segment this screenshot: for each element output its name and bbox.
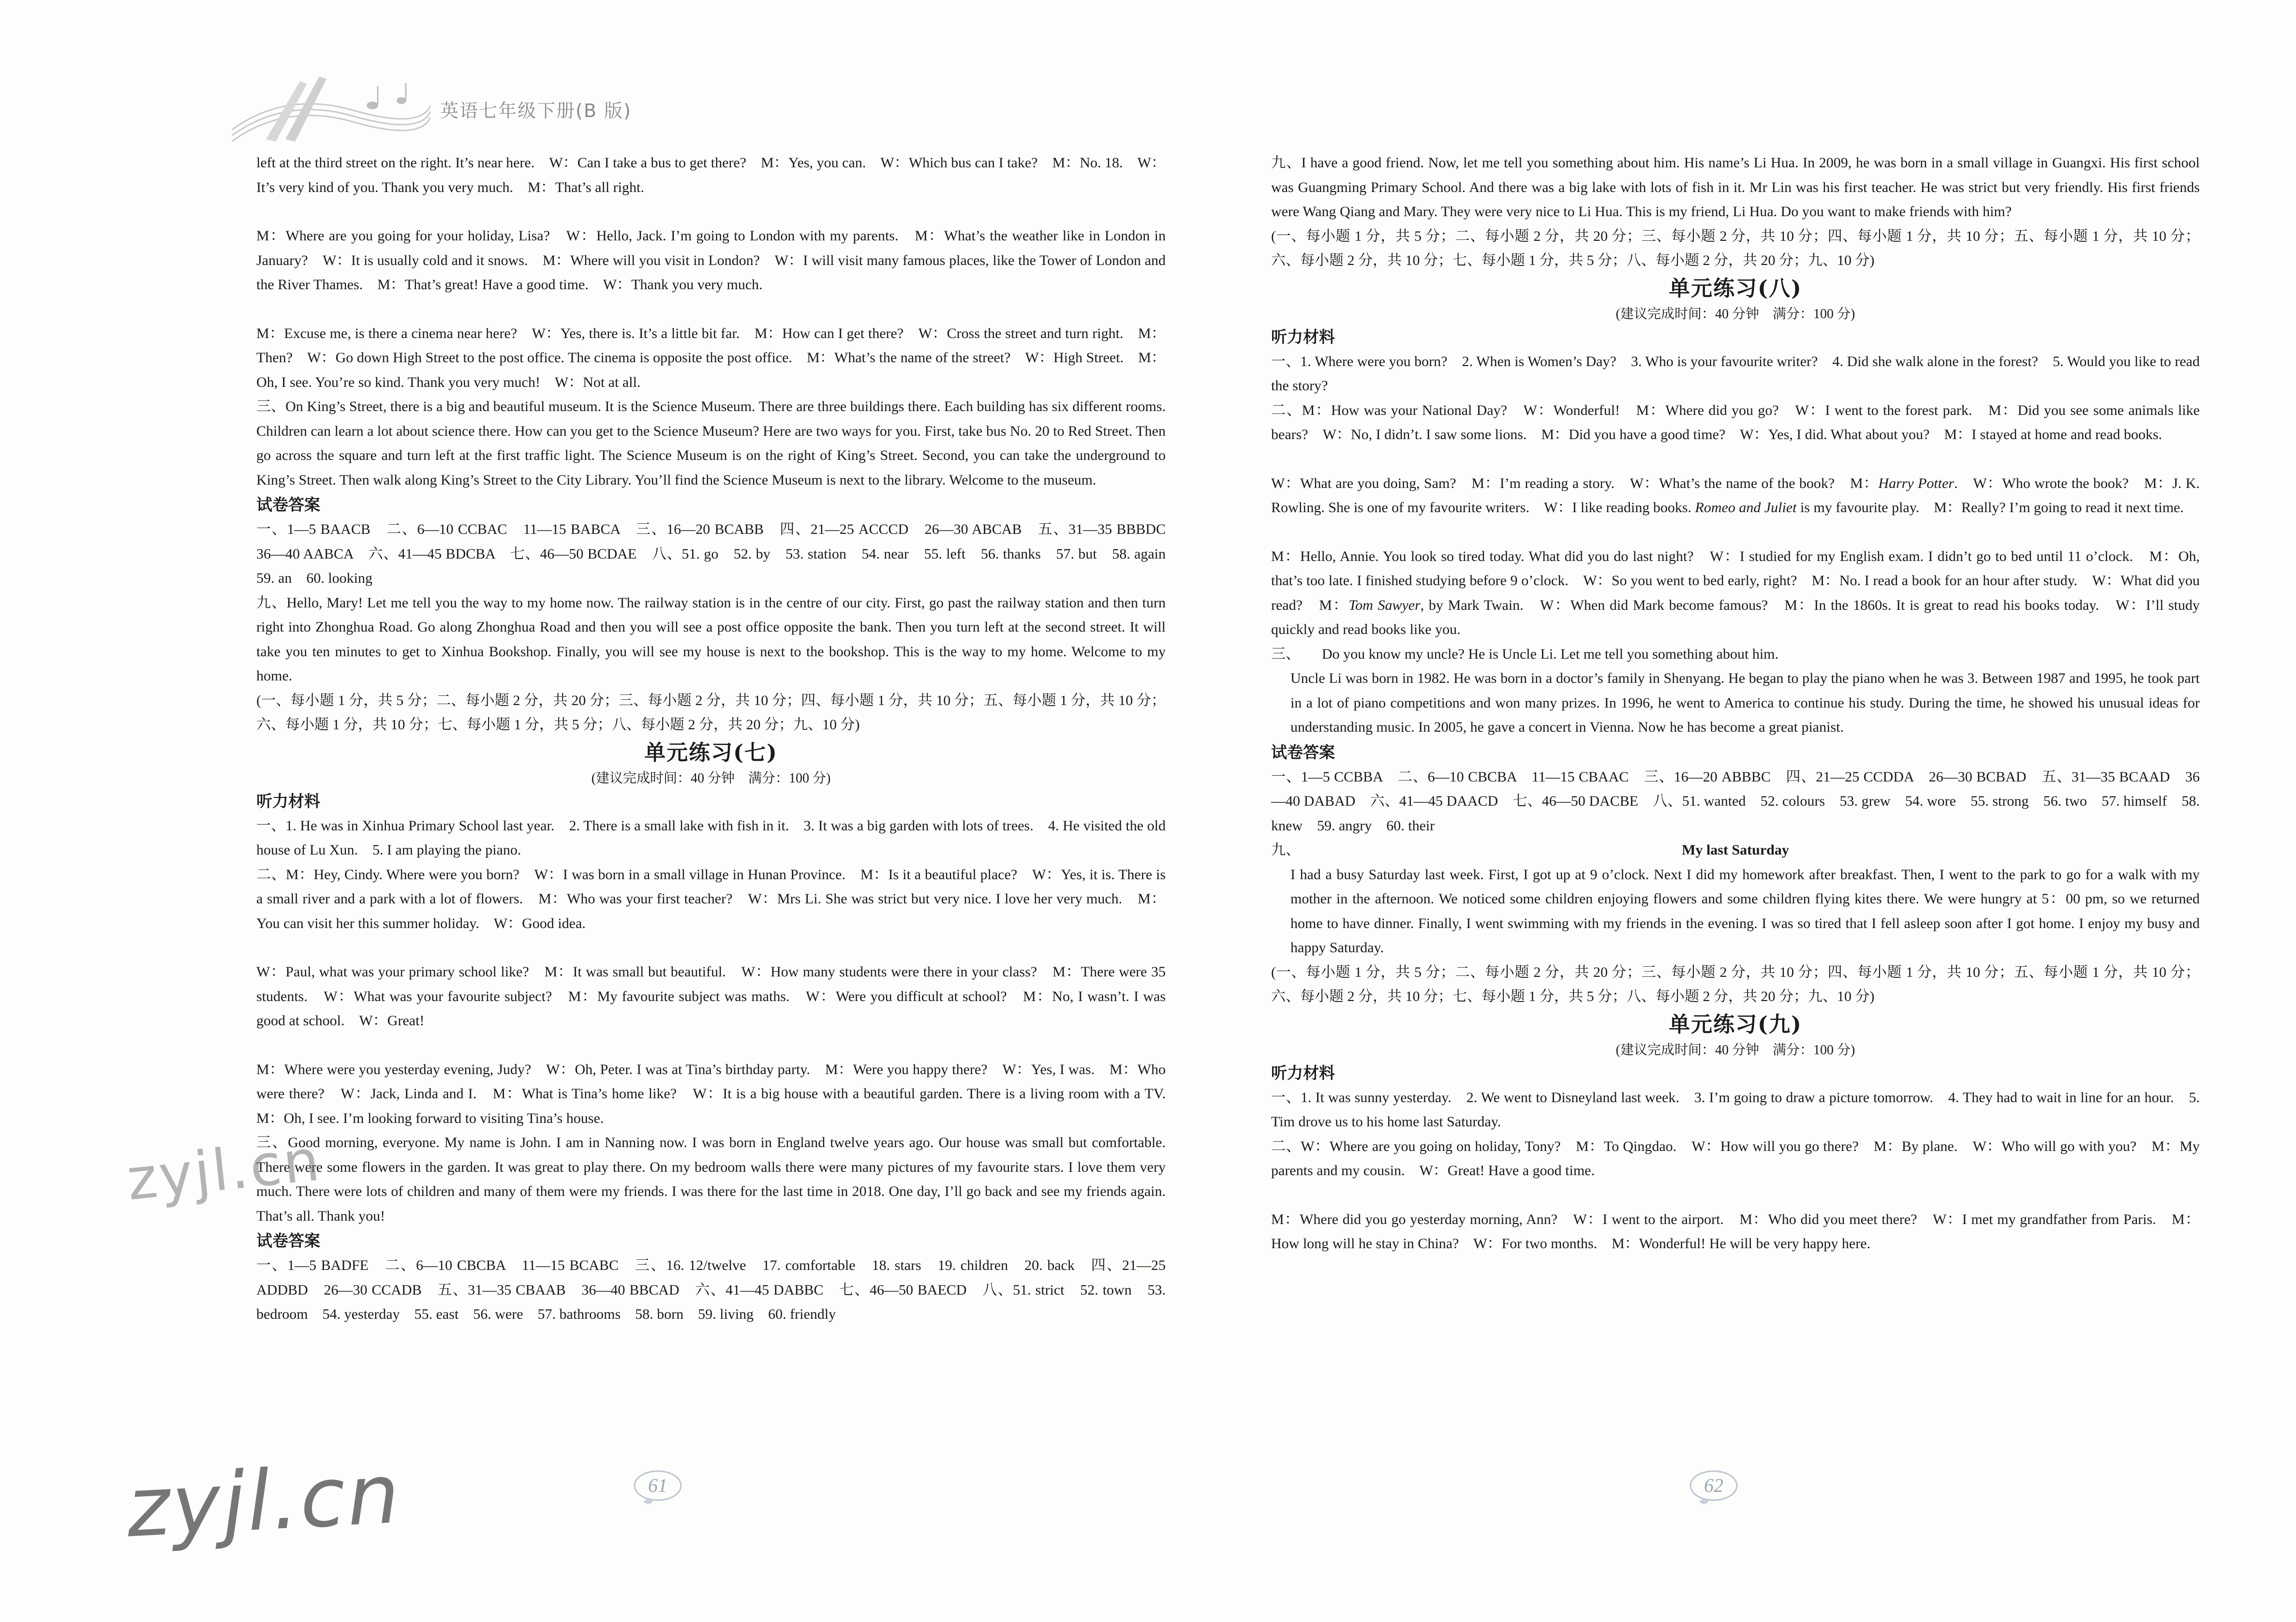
listening-item: M：Where did you go yesterday morning, Ann? W：I went to the airport. M：Who did you meet there? W：I met my grandfather from Paris. M：How long will he stay in China? W：For two months. M：Wonderful! He will be very happy here. (1271, 1211, 2200, 1252)
passage: Uncle Li was born in 1982. He was born in a doctor’s family in Shenyang. He began to play the piano when he was 3. Between 1987 and 1995, he took part in a lot of piano competitions and won many prizes. In 1996, he went to America to continue his study. During the time, he showed his unusual ideas for understanding music. In 2005, he gave a concert in Vienna. Now he has become a great pianist. (1290, 670, 2200, 735)
text-run: W：What are you doing, Sam? M：I’m reading a story. W：What’s the name of the book? M： (1271, 475, 1879, 491)
right-page (1148, 0, 2296, 1622)
text-run: is my favourite play. M：Really? I’m going to read it next time. (1796, 500, 2184, 516)
watermark: zyjl.cn (124, 1446, 404, 1556)
essay-title: My last Saturday (1682, 842, 1789, 858)
watermark: zyjl.cn (123, 1126, 325, 1213)
listening-item: 二、M：Hey, Cindy. Where were you born? W：I was born in a small village in Hunan Province. M：Is it a beautiful place? W：Yes, it is. There is a small river and a park with a lot of flowers. M：Who was your first teacher? W：Mrs Li. She was strict but very nice. I love her very much. M：You can visit her this summer holiday. W：Good idea. (256, 866, 1166, 931)
passage: 三、On King’s Street, there is a big and beautiful museum. It is the Science Museum. There are three buildings there. Each building has six different rooms. Children can learn a lot about science there. How can you get to the Science Museum? Here are two ways for you. First, take bus No. 20 to Red Street. Then go across the square and turn left at the first traffic light. The Science Museum is on the right of King’s Street. Second, you can take the underground to King’s Street. Then walk along King’s Street to the City Library. You’ll find the Science Museum is next to the library. Welcome to the museum. (256, 398, 1166, 488)
page-number: 61 (648, 1475, 667, 1496)
listening-item (1271, 472, 2200, 520)
passage-intro: 三、 Do you know my uncle? He is Uncle Li. Let me tell you something about him. (1271, 646, 1778, 662)
text-run: M：Hello, Annie. You look so tired today. What did you do last night? W：I studied for my English exam. I didn’t go to bed until 11 o’clock. M：Oh, that’s too late. I finished studying before 9 o’clock. W：So you went to bed early, right? M：No. I read a book for an hour after study. W：What did you read? M： (1271, 548, 2200, 613)
listening-item: 二、W：Where are you going on holiday, Tony? M：To Qingdao. W：How will you go there? M：By plane. W：Who will go with you? M：My parents and my cousin. W：Great! Have a good time. (1271, 1138, 2200, 1179)
essay-label: 九、 (1271, 842, 1300, 858)
listening-item: 二、M：How was your National Day? W：Wonderful! M：Where did you go? W：I went to the forest park. M：Did you see some animals like bears? W：No, I didn’t. I saw some lions. M：Did you have a good time? W：Yes, I did. What about you? M：I stayed at home and read books. (1271, 402, 2200, 442)
listening-item: 一、1. It was sunny yesterday. 2. We went to Disneyland last week. 3. I’m going to draw a picture tomorrow. 4. They had to wait in line for an hour. 5. Tim drove us to his home last Saturday. (1271, 1089, 2200, 1130)
score-breakdown: (一、每小题 1 分，共 5 分；二、每小题 2 分，共 20 分；三、每小题 2 分，共 10 分；四、每小题 1 分，共 10 分；五、每小题 1 分，共 10 分；六、每小题 2 分，共 10 分；七、每小题 1 分，共 5 分；八、每小题 2 分，共 20 分；九、10 分) (1271, 228, 2200, 268)
answer-key: 一、1—5 BADFE 二、6—10 CBCBA 11—15 BCABC 三、16. 12/twelve 17. comfortable 18. stars 19. children 20. back 四、21—25 ADDBD 26—30 CCADB 五、31—35 CBAAB 36—40 BBCAD 六、41—45 DABBC 七、46—50 BAECD 八、51. strict 52. town 53. bedroom 54. yesterday 55. east 56. were 57. bathrooms 58. born 59. living 60. friendly (256, 1257, 1166, 1322)
listening-item: W：Paul, what was your primary school like? M：It was small but beautiful. W：How many students were there in your class? M：There were 35 students. W：What was your favourite subject? M：My favourite subject was maths. W：Were you difficult at school? M：No, I wasn’t. I was good at school. W：Great! (256, 964, 1166, 1029)
dialogue: M：Excuse me, is there a cinema near here? W：Yes, there is. It’s a little bit far. M：How can I get there? W：Cross the street and turn right. M：Then? W：Go down High Street to the post office. The cinema is opposite the post office. M：What’s the name of the street? W：High Street. M：Oh, I see. You’re so kind. Thank you very much! W：Not at all. (256, 325, 1166, 390)
dialogue: left at the third street on the right. It’s near here. W：Can I take a bus to get there? M：Yes, you can. W：Which bus can I take? M：No. 18. W：It’s very kind of you. Thank you very much. M：That’s all right. (256, 155, 1166, 195)
unit-title: 单元练习(九) (1669, 1012, 1802, 1037)
unit-subtitle: (建议完成时间：40 分钟 满分：100 分) (1615, 306, 1855, 322)
left-column (256, 151, 1180, 1327)
listening-item: M：Where were you yesterday evening, Judy? W：Oh, Peter. I was at Tina’s birthday party. M：Were you happy there? W：Yes, I was. M：Who were there? W：Jack, Linda and I. M：What is Tina’s home like? W：It is a big house with a beautiful garden. There is a living room with a TV. M：Oh, I see. I’m looking forward to visiting Tina’s house. (256, 1061, 1180, 1126)
page-number-badge (1685, 1465, 1743, 1509)
answers-heading: 试卷答案 (256, 1231, 320, 1250)
unit-title: 单元练习(七) (644, 740, 778, 765)
book-title-italic: Tom Sawyer (1348, 597, 1421, 613)
play-title-italic: Romeo and Juliet (1695, 500, 1797, 516)
score-breakdown: (一、每小题 1 分，共 5 分；二、每小题 2 分，共 20 分；三、每小题 2 分，共 10 分；四、每小题 1 分，共 10 分；五、每小题 1 分，共 10 分；六、每小题 1 分，共 10 分；七、每小题 1 分，共 5 分；八、每小题 2 分，共 20 分；九、10 分) (256, 692, 1166, 733)
listening-item: 一、1. Where were you born? 2. When is Women’s Day? 3. Who is your favourite writer? 4. Did she walk alone in the forest? 5. Would you like to read the story? (1271, 353, 2200, 394)
text-run: . W：Who wrote the book? M：J. K. Rowling. She is one of my favourite writers. W：I like reading books. (1271, 475, 2200, 516)
book-title-italic: Harry Potter (1878, 475, 1955, 491)
answers-heading: 试卷答案 (256, 495, 320, 514)
sample-essay: I had a busy Saturday last week. First, I got up at 9 o’clock. Next I did my homework after breakfast. Then, I went to the park to go for a walk with my mother in the afternoon. We noticed some children enjoying flowers and some children flying kites there. We were hungry at 5：00 pm, so we returned home to have dinner. Finally, I went swimming with my friends in the evening. I was so tired that I fell asleep soon after I got home. I enjoy my busy and happy Saturday. (1290, 866, 2200, 956)
unit-title: 单元练习(八) (1669, 276, 1802, 301)
listening-item: 三、Good morning, everyone. My name is John. I am in Nanning now. I was born in England twelve years ago. Our house was small but comfortable. There were some flowers in the garden. It was great to play there. On my bedroom walls there were many pictures of my favourite stars. I love them very much. There were lots of children and many of them were my friends. I was there for the last time in 2018. One day, I’ll go back and see my friends again. That’s all. Thank you! (256, 1135, 1166, 1224)
answer-key: 一、1—5 BAACB 二、6—10 CCBAC 11—15 BABCA 三、16—20 BCABB 四、21—25 ACCCD 26—30 ABCAB 五、31—35 BBBDC 36—40 AABCA 六、41—45 BDCBA 七、46—50 BCDAE 八、51. go 52. by 53. station 54. near 55. left 56. thanks 57. but 58. again 59. an 60. looking (256, 521, 1180, 586)
listening-heading: 听力材料 (1271, 1063, 1335, 1082)
answer-key: 一、1—5 CCBBA 二、6—10 CBCBA 11—15 CBAAC 三、16—20 ABBBC 四、21—25 CCDDA 26—30 BCBAD 五、31—35 BCAAD 36—40 DABAD 六、41—45 DAACD 七、46—50 DACBE 八、51. wanted 52. colours 53. grew 54. wore 55. strong 56. two 57. himself 58. knew 59. angry 60. their (1271, 768, 2200, 834)
page-number: 62 (1704, 1475, 1723, 1496)
listening-item (1271, 545, 2200, 642)
sample-essay: 九、I have a good friend. Now, let me tell you something about him. His name’s Li Hua. In 2009, he was born in a small village in Guangxi. His first school was Guangming Primary School. And there was a big lake with lots of fish in it. Mr Lin was his first teacher. He was strict but very friendly. His first friends were Wang Qiang and Mary. They were very nice to Li Hua. This is my friend, Li Hua. Do you want to make friends with him? (1271, 155, 2200, 220)
listening-heading: 听力材料 (1271, 327, 1335, 346)
dialogue: M：Where are you going for your holiday, Lisa? W：Hello, Jack. I’m going to London with my parents. M：What’s the weather like in London in January? W：It is usually cold and it snows. M：Where will you visit in London? W：I will visit many famous places, like the Tower of London and the River Thames. M：That’s great! Have a good time. W：Thank you very much. (256, 228, 1166, 293)
listening-item: 一、1. He was in Xinhua Primary School last year. 2. There is a small lake with fish in it. 3. It was a big garden with lots of trees. 4. He visited the old house of Lu Xun. 5. I am playing the piano. (256, 817, 1166, 858)
page-number-badge (629, 1465, 687, 1509)
sample-essay: 九、Hello, Mary! Let me tell you the way to my home now. The railway station is in the centre of our city. First, go past the railway station and then turn right into Zhonghua Road. Go along Zhonghua Road and then you will see a post office opposite the bank. Then you turn left at the second street. It will take you ten minutes to get to Xinhua Bookshop. Finally, you will see my house is next to the bookshop. This is the way to my home. Welcome to my home. (256, 594, 1166, 684)
book-title: 英语七年级下册(B 版) (440, 100, 632, 121)
unit-subtitle: (建议完成时间：40 分钟 满分：100 分) (1615, 1042, 1855, 1058)
score-breakdown: (一、每小题 1 分，共 5 分；二、每小题 2 分，共 20 分；三、每小题 2 分，共 10 分；四、每小题 1 分，共 10 分；五、每小题 1 分，共 10 分；六、每小题 2 分，共 10 分；七、每小题 1 分，共 5 分；八、每小题 2 分，共 20 分；九、10 分) (1271, 964, 2200, 1004)
unit-subtitle: (建议完成时间：40 分钟 满分：100 分) (591, 770, 831, 786)
right-column (1271, 151, 2200, 1256)
text-run: , by Mark Twain. W：When did Mark become famous? M：In the 1860s. It is great to read his books today. W：I’ll study quickly and read books like you. (1271, 597, 2200, 637)
page-header (227, 72, 904, 144)
answers-heading: 试卷答案 (1271, 742, 1335, 762)
music-logo-icon (227, 72, 430, 144)
essay-title-row (1271, 838, 2200, 863)
listening-heading: 听力材料 (256, 791, 320, 811)
